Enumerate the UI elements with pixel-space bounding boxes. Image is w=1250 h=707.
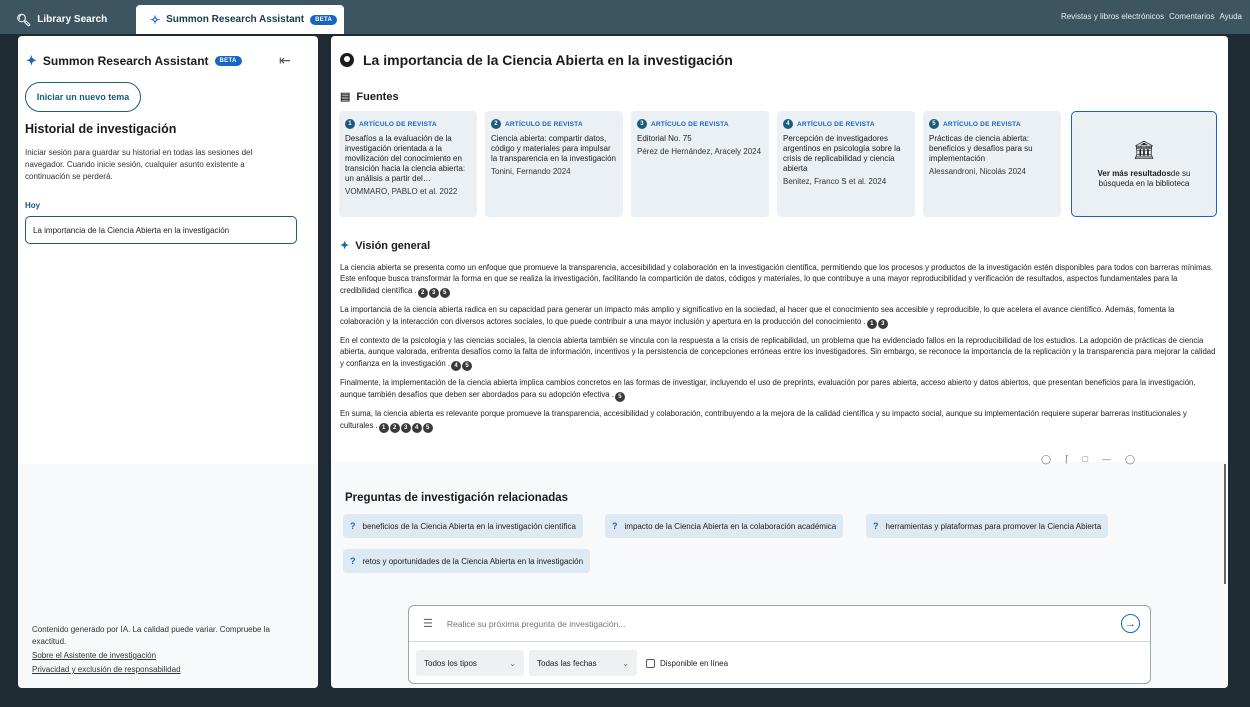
beta-badge: BETA [310,15,337,25]
tab-summon-research-assistant[interactable] [136,5,344,34]
composer-filters [416,650,728,676]
more-results-rest: de su búsqueda en la biblioteca [1098,168,1191,188]
paragraph-text: La ciencia abierta se presenta como un enfoque que promueve la transparencia, accesibilidad y colaboración en la investigación científica, permitiendo que los procesos y productos de la investigación estén disponibles para todos con barreras mínimas. Este enfoque busca transformar la forma en que se realiza la investigación, facilitando la compartición de datos, códigos y materiales, lo que contribuye a una mayor reproducibilidad y verificación de resultados, aspectos fundamentales para la credibilidad científica . [340,263,1213,295]
source-type-label: ARTÍCULO DE REVISTA [943,120,1021,128]
composer-input-row [409,606,1150,642]
tab-library-label: Library Search [37,14,108,25]
overview-text [340,262,1216,439]
filter-icon[interactable]: ☰ [423,618,433,630]
sources-list [339,111,1219,217]
citation-badge[interactable]: 2 [390,423,400,433]
overview-paragraph [340,262,1216,298]
history-title: Historial de investigación [25,122,177,136]
source-title: Ciencia abierta: compartir datos, código y materiales para impulsar la transparencia en la investigación [491,134,616,163]
question-composer [408,605,1151,684]
related-question-chip[interactable] [866,514,1108,538]
tab-summon-label: Summon Research Assistant [166,14,305,25]
source-type-label: ARTÍCULO DE REVISTA [505,120,583,128]
library-icon: 🏛︎ [1132,139,1156,160]
more-results-card[interactable] [1071,111,1217,217]
related-question-chip[interactable] [343,514,583,538]
source-number: 4 [783,119,793,129]
sources-heading-text: Fuentes [356,90,399,103]
source-type-label: ARTÍCULO DE REVISTA [359,120,437,128]
privacy-link[interactable]: Privacidad y exclusión de responsabilidad [32,665,181,674]
history-description: Iniciar sesión para guardar su historial en todas las sesiones del navegador. Cuando inicie sesión, cualquier asunto existente a continuación se perderá. [25,148,253,181]
question-title-text: La importancia de la Ciencia Abierta en la investigación [363,52,733,68]
question-icon: ? [350,556,356,566]
history-item[interactable]: La importancia de la Ciencia Abierta en la investigación [25,216,297,244]
date-select[interactable] [529,650,637,676]
sources-heading [340,90,399,103]
source-number: 1 [345,119,355,129]
beta-badge: BETA [215,56,242,66]
paragraph-text: En suma, la ciencia abierta es relevante porque promueve la transparencia, accesibilidad y colaboración, contribuyendo a la mejora de la calidad científica y su impacto social, aunque su implementación requiere superar barreras institucionales y culturales . [340,409,1187,430]
search-icon: 🔍︎ [16,12,32,27]
source-type-label: ARTÍCULO DE REVISTA [797,120,875,128]
source-card[interactable] [339,111,477,217]
top-links [1061,12,1242,21]
overview-heading-text: Visión general [355,239,431,252]
question-icon: ? [873,521,879,531]
source-author: Tonini, Fernando 2024 [491,167,571,176]
sidebar-title: Summon Research Assistant [42,54,209,68]
source-author: VOMMARO, PABLO et al. 2022 [345,187,458,196]
citation-badge[interactable]: 5 [615,392,625,402]
citation-badge[interactable]: 3 [878,319,888,329]
online-label: Disponible en línea [660,658,729,668]
citation-badge[interactable]: 5 [462,361,472,371]
overview-paragraph [340,304,1216,329]
more-results-text [1089,169,1199,189]
checkbox-box[interactable] [646,659,655,668]
related-question-chip[interactable] [605,514,843,538]
question-icon: ? [350,521,356,531]
related-question-text: impacto de la Ciencia Abierta en la colaboración académica [624,521,837,531]
source-author: Alessandroni, Nicolás 2024 [929,167,1026,176]
online-checkbox[interactable] [646,659,728,668]
answer-actions [1041,454,1135,465]
scrollbar[interactable] [1224,464,1226,584]
citation-badge[interactable]: 1 [867,319,877,329]
question-icon: ? [612,521,618,531]
source-type [345,119,471,129]
source-author: Pérez de Hernández, Aracely 2024 [637,147,762,156]
source-title: Percepción de investigadores argentinos en psicología sobre la crisis de replicabilidad y ciencia abierta [783,134,901,173]
sidebar-header [26,53,242,69]
source-author: Benitez, Franco S et al. 2024 [783,177,887,186]
source-title: Desafíos a la evaluación de la investigación orientada a la movilización del conocimiento en transición hacia la ciencia abierta: un análisis a partir del… [345,134,466,183]
related-question-chip[interactable] [343,549,590,573]
related-questions-heading: Preguntas de investigación relacionadas [345,492,569,504]
copy-icon[interactable]: □ [1082,454,1089,464]
source-card[interactable] [631,111,769,217]
source-type [929,119,1055,129]
overview-paragraph [340,408,1216,433]
source-number: 2 [491,119,501,129]
source-card[interactable] [485,111,623,217]
citation-badge[interactable]: 3 [429,288,439,298]
overview-paragraph [340,335,1216,371]
citation-badge[interactable]: 4 [412,423,422,433]
source-title: Editorial No. 75 [637,134,692,143]
paragraph-text: La importancia de la ciencia abierta radica en su capacidad para generar un impacto más amplio y significativo en la sociedad, al hacer que el conocimiento sea accesible y reproducible, lo que acelera el avance científico. Además, fomenta la colaboración y la interacción con diversos actores sociales, lo que puede contribuir a una mayor inclusión y apertura en la producción del conocimiento . [340,305,1175,326]
related-question-text: retos y oportunidades de la Ciencia Abierta en la investigación [362,556,584,566]
tab-library-search[interactable] [0,5,136,34]
citation-badge[interactable]: 2 [418,288,428,298]
sidebar [18,36,318,688]
citation-badge[interactable]: 1 [379,423,389,433]
paragraph-text: En el contexto de la psicología y las ciencias sociales, la ciencia abierta también se vincula con la respuesta a la crisis de replicabilidad, un problema que ha evidenciado fallos en la reproducibilidad de los estudios. La adopción de prácticas de ciencia abierta, aunque valorada, enfrenta desafíos como la falta de información, incentivos y la persistencia de concepciones erróneas entre los investigadores. Sin embargo, se reconoce la importancia de la replicación y la transparencia para mejorar la calidad y confianza en la investigación . [340,336,1216,368]
collapse-sidebar-icon[interactable]: ⇤ [279,52,291,68]
citation-badge[interactable]: 5 [440,288,450,298]
source-title: Prácticas de ciencia abierta: beneficios y desafíos para su implementación [929,134,1033,163]
sparkle-icon: ✦ [340,240,350,252]
source-type [637,119,763,129]
link-journals-ebooks[interactable]: Revistas y libros electrónicos [1060,12,1165,21]
more-icon[interactable]: ◯ [1125,454,1136,464]
question-input[interactable] [447,619,1087,629]
more-results-bold: Ver más resultados [1097,168,1171,178]
overview-paragraph [340,377,1216,402]
source-number: 3 [637,119,647,129]
top-bar [0,0,1250,34]
source-type [491,119,617,129]
source-card[interactable] [923,111,1061,217]
user-icon [340,53,354,67]
new-topic-button[interactable]: Iniciar un nuevo tema [25,82,141,112]
chevron-down-icon: ⌄ [509,658,516,668]
sparkle-icon: ✦ [26,53,37,68]
overview-heading [340,239,430,252]
main-panel [331,36,1228,688]
history-group-today: Hoy [25,201,41,210]
date-select-value: Todas las fechas [537,658,597,668]
about-assistant-link[interactable]: Sobre el Asistente de investigación [32,651,157,660]
related-question-text: herramientas y plataformas para promover la Ciencia Abierta [885,521,1102,531]
source-type-label: ARTÍCULO DE REVISTA [651,120,729,128]
source-type [783,119,909,129]
citation-badge[interactable]: 5 [423,423,433,433]
type-select[interactable] [416,650,524,676]
sidebar-footer [32,624,294,676]
type-select-value: Todos los tipos [424,658,477,668]
citation-badge[interactable]: 4 [451,361,461,371]
question-title [340,52,733,68]
sparkle-icon: ✧ [150,12,161,27]
source-number: 5 [929,119,939,129]
related-question-text: beneficios de la Ciencia Abierta en la investigación científica [362,521,576,531]
source-card[interactable] [777,111,915,217]
document-icon: ▤ [340,91,351,103]
link-feedback[interactable]: Comentarios [1169,12,1215,21]
paragraph-text: Finalmente, la implementación de la ciencia abierta implica cambios concretos en las formas de investigar, incluyendo el uso de preprints, evaluación por pares abierta, acceso abierto y datos abiertos, que presentan beneficios para la investigación, aunque también desafíos que deben ser abordados para su adopción efectiva . [340,378,1196,399]
ai-disclaimer: Contenido generado por IA. La calidad puede variar. Compruebe la exactitud. [32,625,270,646]
thumbs-up-icon[interactable]: ◯ [1041,454,1052,464]
citation-badge[interactable]: 3 [401,423,411,433]
thumbs-down-icon[interactable]: ⌈ [1065,454,1069,464]
chevron-down-icon: ⌄ [622,658,629,668]
share-icon[interactable]: — [1102,454,1112,464]
link-help[interactable]: Ayuda [1219,12,1242,21]
send-button[interactable]: → [1121,614,1140,633]
